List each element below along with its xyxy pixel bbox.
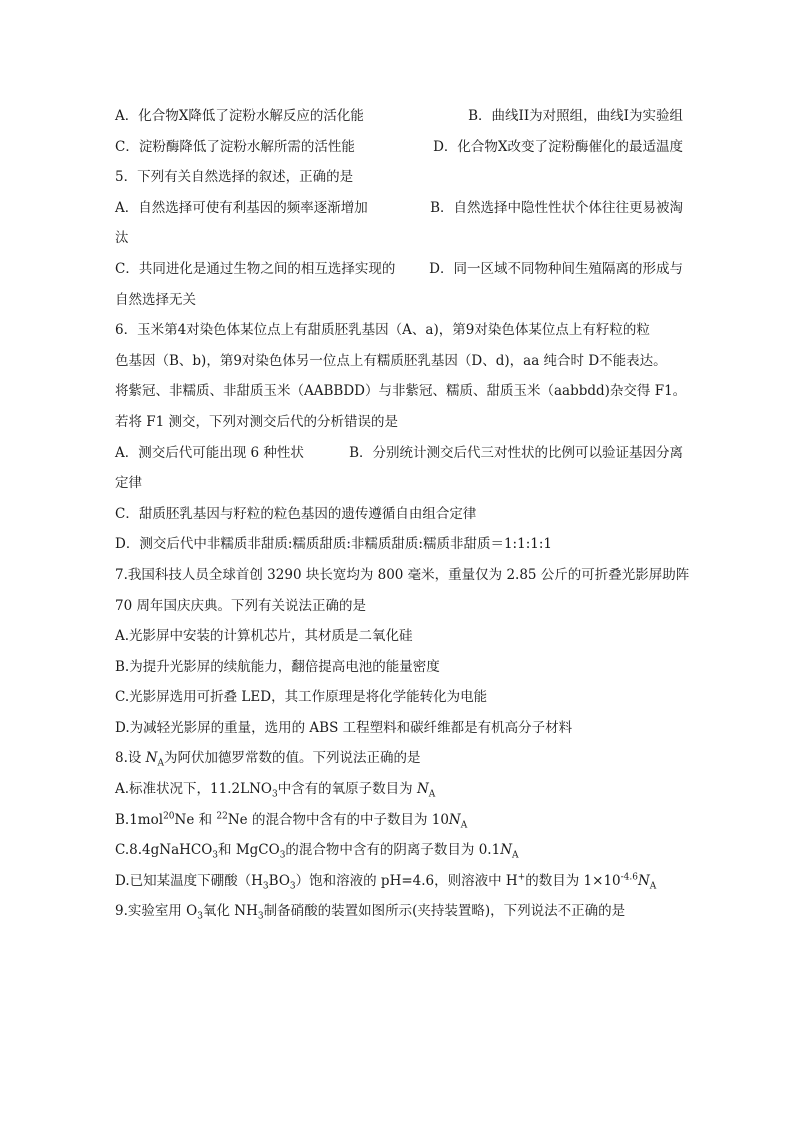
q6-options-ab [115,438,685,469]
q6-option-d: D．测交后代中非糯质非甜质:糯质甜质:非糯质甜质:糯质非甜质＝1:1:1:1 [115,536,552,553]
q6-option-b: B．分别统计测交后代三对性状的比例可以验证基因分离 [349,444,683,461]
q8-option-b: B.1mol$^{20}$Ne 和 $^{22}$Ne 的混合物中含有的中子数目为 $10N_A$ [115,811,468,831]
q7-stem-1: 7.我国科技人员全球首创 3290 块长宽均为 800 毫米，重量仅为 2.85 公斤的可折叠光影屏助阵 [115,566,690,583]
q6-stem-2: 色基因（B、b)，第9对染色体另一位点上有糯质胚乳基因（D、d)，aa 纯合时 D不能表达。 [115,352,667,369]
q6-stem-4: 若将 F1 测交，下列对测交后代的分析错误的是 [115,413,399,430]
q5-option-d: D．同一区域不同物种间生殖隔离的形成与 [429,260,683,277]
q5-option-b-cont: 汰 [115,230,129,247]
q6-stem-3: 将紫冠、非糯质、非甜质玉米（AABBDD）与非紫冠、糯质、甜质玉米（aabbdd)杂交得 F1。 [115,383,687,400]
q5-option-c: C．共同进化是通过生物之间的相互选择实现的 [115,260,396,277]
q4-option-d: D．化合物X改变了淀粉酶催化的最适温度 [433,138,683,155]
q7-option-b: B.为提升光影屏的续航能力，翻倍提高电池的能量密度 [115,658,440,675]
q5-options-ab [115,193,685,224]
q5-option-a: A．自然选择可使有利基因的频率逐渐增加 [115,199,368,216]
q9-stem: 9.实验室用 $O_3$氧化 $NH_3$制备硝酸的装置如图所示(夹持装置略)，下列说法不正确的是 [115,903,626,923]
q4-options-cd [115,132,685,163]
q5-options-cd [115,254,685,285]
q5-option-b: B．自然选择中隐性性状个体往往更易被淘 [430,199,683,216]
q8-option-d: D.已知某温度下硼酸$(H_3BO_3)$饱和溶液的 pH=4.6，则溶液中 H+的数目为 $1\times 10^{-4.6}N_A$ [115,872,657,892]
q7-option-a: A.光影屏中安装的计算机芯片，其材质是二氧化硅 [115,628,413,645]
q4-option-b: B．曲线II为对照组，曲线I为实验组 [468,108,683,124]
q5-option-d-cont: 自然选择无关 [115,291,196,308]
q5-stem: 5．下列有关自然选择的叙述，正确的是 [115,169,354,186]
q7-stem-2: 70 周年国庆庆典。下列有关说法正确的是 [115,597,366,614]
q7-option-d: D.为减轻光影屏的重量，选用的 ABS 工程塑料和碳纤维都是有机高分子材料 [115,719,573,736]
q7-option-c: C.光影屏选用可折叠 LED，其工作原理是将化学能转化为电能 [115,689,488,706]
q6-option-c: C．甜质胚乳基因与籽粒的粒色基因的遗传遵循自由组合定律 [115,505,477,522]
q6-option-a: A．测交后代可能出现 6 种性状 [115,444,304,461]
q6-option-b-cont: 定律 [115,475,142,492]
document-body [115,101,690,927]
q8-option-c: C.8.4gNaHCO$_3$和 MgCO$_3$的混合物中含有的阴离子数目为 $0.1N_A$ [115,842,519,861]
q8-stem: 8.设 $N_A$为阿伏加德罗常数的值。下列说法正确的是 [115,750,421,770]
q6-stem-1: 6．玉米第4对染色体某位点上有甜质胚乳基因（A、a)，第9对染色体某位点上有籽粒的粒 [115,322,650,339]
q4-options-ab [115,101,685,132]
q8-option-a: A.标准状况下，$11.2LNO_3$中含有的氧原子数目为 $N_A$ [115,781,436,800]
q4-option-c: C．淀粉酶降低了淀粉水解所需的活性能 [115,138,355,155]
q4-option-a: A．化合物X降低了淀粉水解反应的活化能 [115,108,364,124]
